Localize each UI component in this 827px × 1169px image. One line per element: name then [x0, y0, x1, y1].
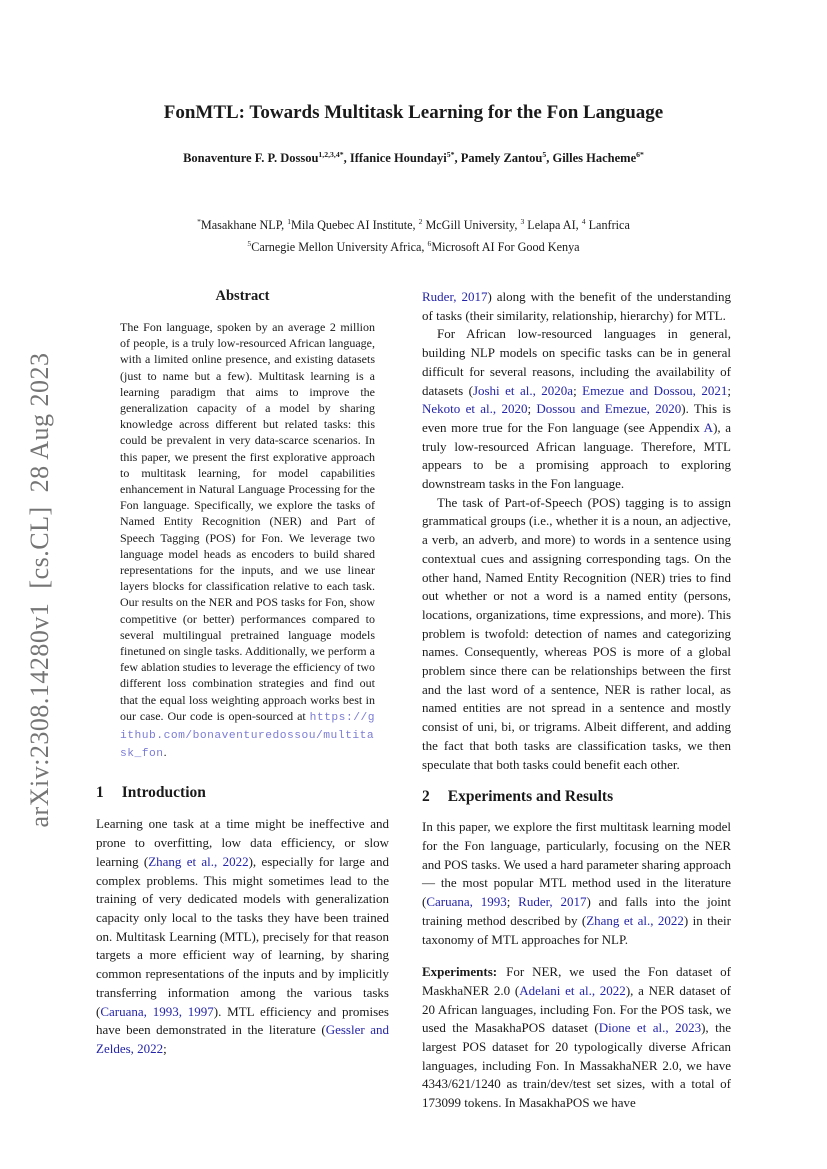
right-column	[422, 288, 731, 1113]
superscript: 5*	[446, 149, 455, 159]
section-heading-experiments	[422, 788, 731, 806]
african-languages-paragraph	[422, 325, 731, 493]
text-run: Masakhane NLP,	[200, 218, 288, 232]
text-run: ). MTL efficiency and promises have been demonstrated in the literature (	[96, 1003, 389, 1038]
abstract-heading: Abstract	[215, 288, 270, 304]
section-title: Introduction	[121, 784, 206, 802]
text-run: The task of Part-of-Speech (POS) tagging is to assign grammatical groups (i.e., whether it is a noun, an adjective, a verb, an adverb, and more) to words in a sentence using contextual cues and assigning corresponding tags. On the other hand, Named Entity Recognition (NER) tries to find out whether or not a word is a named entity (persons, locations, organizations, time expressions, and more). This problem is twofold: detection of names and categorizing names. Consequently, whereas POS is more of a global problem since there can be relationships between the first and the last word of a sentence, NER is rather local, as named entities are not spread in a sentence and mostly consist of uni, bi, or trigrams. Albeit different, and adding the fact that both tasks are classification tasks, we then speculate that both tasks could benefit each other.	[422, 494, 731, 772]
superscript: 4	[581, 216, 586, 226]
section-number: 1	[96, 784, 104, 802]
url-link[interactable]: https://github.com/bonaventuredossou/multitask_fon	[120, 711, 375, 761]
text-run: The Fon language, spoken by an average 2 million of people, is a truly low-resourced African language, with a limited online presence, and existing datasets (just to name but a few). Multitask learning is a learning paradigm that aims to improve the generalization capacity of a model by sharing knowledge across different but related tasks: this could be prevalent in very data-scarce scenarios. In this paper, we present the first explorative approach to multitask learning, for model capabilities enhancement in Natural Language Processing for the Fon language. Specifically, we explore the tasks of Named Entity Recognition (NER) and Part of Speech Tagging (POS) for Fon. We leverage two language model heads as encoders to build shared representations for the inputs, and we use linear layers blocks for classification relative to each task. Our results on the NER and POS tasks for Fon, show competitive (or better) performances compared to several multilingual pretrained language models finetuned on single tasks. Additionally, we perform a few ablation studies to leverage the efficiency of two different loss combination strategies and find out that the equal loss weighting approach works best in our case. Our code is open-sourced at	[120, 320, 375, 723]
bold-run: Bonaventure F. P. Dossou	[183, 151, 319, 165]
citation-link[interactable]: Zhang et al., 2022	[148, 853, 249, 869]
text-run: ;	[527, 401, 537, 417]
section-number: 2	[422, 788, 430, 806]
citation-link[interactable]: Caruana, 1993, 1997	[100, 1003, 214, 1019]
text-run: For NER, we used the Fon dataset of MaskhaNER 2.0 (	[422, 964, 731, 998]
text-run: ), especially for large and complex problems. This might sometimes lead to the training of very dedicated models with generalization capacity only local to the tasks they have been trained on. Multitask Learning (MTL), precisely for that reason targets a more efficient way of learning, by sharing common representations of the inputs and by implicitly transferring information among the various tasks (	[96, 853, 389, 1019]
pos-ner-paragraph	[422, 494, 731, 775]
superscript: *	[197, 216, 201, 226]
bold-run: , Iffanice Houndayi	[343, 151, 447, 165]
text-run: ), a truly low-resourced African language. Therefore, MTL appears to be a promising approach to exploring downstream tasks in the Fon language.	[422, 419, 731, 492]
text-run: Lelapa AI,	[524, 218, 582, 232]
left-column	[96, 288, 389, 1059]
text-run: ;	[573, 382, 583, 398]
citation-link[interactable]: Dione et al., 2023	[598, 1020, 702, 1036]
intro-continuation-paragraph	[422, 288, 731, 325]
text-run: ) in their taxonomy of MTL approaches for NLP.	[422, 912, 731, 947]
superscript: 5	[542, 149, 547, 159]
bold-run: , Gilles Hacheme	[546, 151, 637, 165]
text-run: ;	[727, 382, 732, 398]
mtl-model-paragraph	[422, 818, 731, 949]
superscript: 3	[520, 216, 525, 226]
citation-link[interactable]: Ruder, 2017	[422, 289, 488, 304]
citation-link[interactable]: Joshi et al., 2020a	[472, 382, 574, 398]
arxiv-watermark: arXiv:2308.14280v1 [cs.CL] 28 Aug 2023	[25, 352, 54, 828]
superscript: 1,2,3,4*	[318, 149, 344, 159]
text-run: ) and falls into the joint training method described by (	[422, 894, 732, 928]
text-run: ), a NER dataset of 20 African languages, including Fon. For the POS task, we used the MasakhaPOS dataset (	[422, 982, 731, 1036]
text-run: ;	[506, 894, 519, 910]
section-heading-introduction	[96, 784, 389, 802]
text-run: For African low-resourced languages in general, building NLP models on specific tasks can be in general difficult for several reasons, including the availability of datasets (	[422, 326, 731, 398]
citation-link[interactable]: Gessler and Zeldes, 2022	[96, 1022, 389, 1056]
citation-link[interactable]: Ruder, 2017	[518, 894, 587, 910]
intro-paragraph	[96, 815, 389, 1058]
bold-run: , Pamely Zantou	[454, 151, 543, 165]
citation-link[interactable]: Emezue and Dossou, 2021	[582, 382, 728, 398]
text-run: ). This is even more true for the Fon language (see Appendix	[422, 401, 731, 435]
citation-link[interactable]: Nekoto et al., 2020	[422, 401, 528, 417]
citation-link[interactable]: A	[703, 419, 714, 435]
bold-run: Experiments:	[422, 964, 498, 980]
citation-link[interactable]: Adelani et al., 2022	[519, 982, 626, 998]
superscript: 2	[418, 216, 423, 226]
text-run: Lanfrica	[585, 218, 630, 232]
text-run: ) along with the benefit of the understanding of tasks (their similarity, relationship, hierarchy) for MTL.	[422, 289, 731, 323]
authors-line	[0, 151, 827, 166]
abstract-paragraph	[120, 319, 375, 762]
paper-title: FonMTL: Towards Multitask Learning for the Fon Language	[163, 102, 664, 123]
citation-link[interactable]: Dossou and Emezue, 2020	[536, 401, 682, 417]
text-run: .	[163, 745, 167, 760]
text-run: Carnegie Mellon University Africa,	[251, 240, 428, 254]
superscript: 6	[427, 238, 432, 248]
citation-link[interactable]: Caruana, 1993	[426, 894, 507, 910]
text-run: Learning one task at a time might be ineffective and prone to overfitting, low data efficiency, or slow learning (	[96, 816, 389, 869]
text-run: ), the largest POS dataset for 20 typologically diverse African languages, including Fon. In MassakhaNER 2.0, we have 4343/621/1240 as train/dev/test set sizes, with a total of 173099 tokens. In MasakhaPOS we have	[422, 1020, 731, 1111]
text-run: Microsoft AI For Good Kenya	[431, 240, 580, 254]
superscript: 5	[247, 238, 252, 248]
text-run: In this paper, we explore the first multitask learning model for the Fon language, particularly, focusing on the NER and POS tasks. We used a hard parameter sharing approach — the most popular MTL method used in the literature (	[422, 819, 731, 910]
experiments-paragraph	[422, 963, 731, 1113]
superscript: 6*	[636, 149, 644, 159]
citation-link[interactable]: Zhang et al., 2022	[586, 912, 684, 928]
affiliation-line-1	[0, 214, 827, 236]
text-run: McGill University,	[422, 218, 521, 232]
affiliations-block	[0, 214, 827, 258]
affiliation-line-2	[0, 236, 827, 258]
text-run: Mila Quebec AI Institute,	[291, 218, 419, 232]
superscript: 1	[287, 216, 291, 226]
section-title: Experiments and Results	[447, 788, 614, 806]
text-run: ;	[163, 1040, 167, 1056]
